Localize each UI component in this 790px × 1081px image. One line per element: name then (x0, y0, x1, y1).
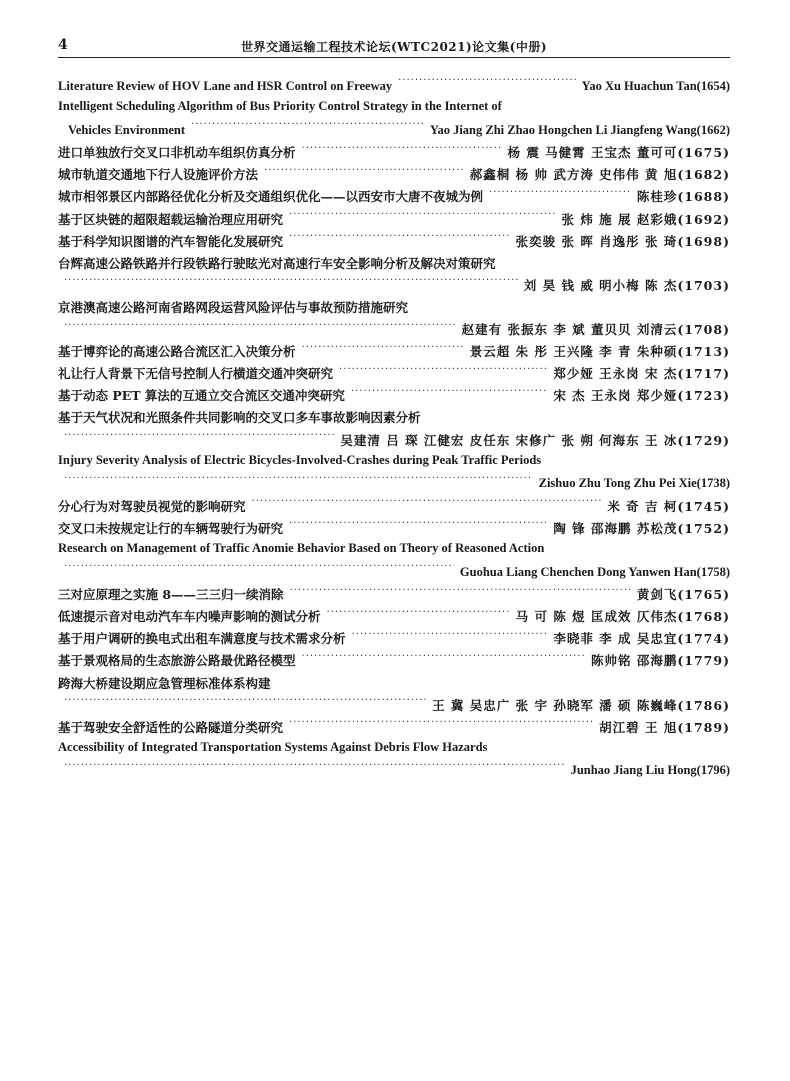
dot-leader (302, 344, 464, 357)
toc-entry-authors: 陈帅铭 邵海鹏(1779) (591, 653, 730, 669)
toc-line (58, 77, 730, 99)
dot-leader (64, 277, 518, 290)
running-title: 世界交通运输工程技术论坛(WTC2021)论文集(中册) (240, 40, 548, 54)
toc-entry-authors: Guohua Liang Chenchen Dong Yanwen Han(1758) (459, 564, 730, 579)
toc-entry-title: Vehicles Environment (68, 122, 186, 137)
toc-line (58, 342, 730, 364)
toc-entry-title: 基于景观格局的生态旅游公路最优路径模型 (58, 653, 296, 669)
toc-line (58, 431, 730, 453)
toc-line (58, 165, 730, 187)
toc-entry-title: Accessibility of Integrated Transportation Systems Against Debris Flow Hazards (58, 739, 488, 754)
toc-line (58, 99, 730, 121)
toc-entry-title: 台辉高速公路铁路并行段铁路行驶眩光对高速行车安全影响分析及解决对策研究 (58, 255, 496, 271)
toc-line (58, 740, 730, 762)
toc-entry-title: 基于动态 PET 算法的互通立交合流区交通冲突研究 (58, 388, 345, 404)
toc-entry-title: 基于博弈论的高速公路合流区汇入决策分析 (58, 344, 296, 360)
toc-line (58, 651, 730, 673)
toc-line (58, 276, 730, 298)
toc-entry-authors: 景云超 朱 彤 王兴隆 李 青 朱种硕(1713) (469, 344, 730, 360)
toc-line (58, 232, 730, 254)
dot-leader (64, 697, 426, 710)
table-of-contents (58, 77, 730, 784)
dot-leader (351, 388, 547, 401)
toc-line (58, 629, 730, 651)
toc-entry-title: Research on Management of Traffic Anomie Behavior Based on Theory of Reasoned Action (58, 540, 545, 555)
toc-entry-title: 分心行为对驾驶员视觉的影响研究 (58, 498, 246, 514)
dot-leader (289, 520, 547, 533)
toc-line (58, 762, 730, 784)
toc-line (58, 519, 730, 541)
toc-line (58, 298, 730, 320)
dot-leader (64, 432, 334, 445)
toc-entry-title: Literature Review of HOV Lane and HSR Control on Freeway (58, 78, 393, 93)
toc-line (58, 497, 730, 519)
toc-entry-authors: 张奕骏 张 晖 肖逸彤 张 琦(1698) (515, 233, 730, 249)
dot-leader (327, 609, 510, 622)
toc-entry-authors: Yao Jiang Zhi Zhao Hongchen Li Jiangfeng Wang(1662) (429, 122, 730, 137)
toc-line (58, 210, 730, 232)
toc-line (58, 320, 730, 342)
toc-line (58, 408, 730, 430)
toc-entry-authors: 胡江碧 王 旭(1789) (599, 719, 730, 735)
toc-line (58, 696, 730, 718)
toc-entry-title: 基于驾驶安全舒适性的公路隧道分类研究 (58, 719, 284, 735)
toc-entry-authors: 陶 锋 邵海鹏 苏松茂(1752) (553, 520, 730, 536)
toc-line (58, 563, 730, 585)
toc-entry-authors: 郝鑫桐 杨 帅 武方涛 史伟伟 黄 旭(1682) (469, 167, 730, 183)
dot-leader (290, 587, 631, 600)
toc-entry-title: 基于区块链的超限超载运输治理应用研究 (58, 211, 284, 227)
toc-line (58, 453, 730, 475)
toc-entry-title: 跨海大桥建设期应急管理标准体系构建 (58, 675, 271, 691)
toc-entry-authors: 张 炜 施 展 赵彩娥(1692) (561, 211, 730, 227)
toc-entry-authors: 郑少娅 王永岗 宋 杰(1717) (553, 366, 730, 382)
dot-leader (289, 211, 555, 224)
toc-line (58, 187, 730, 209)
toc-entry-title: Injury Severity Analysis of Electric Bicycles-Involved-Crashes during Peak Traffic Periods (58, 452, 542, 467)
toc-entry-title: 三对应原理之实施 8——三三归一续消除 (58, 587, 284, 603)
toc-entry-title: 交叉口未按规定让行的车辆驾驶行为研究 (58, 520, 284, 536)
dot-leader (64, 475, 533, 488)
toc-entry-title: 京港澳高速公路河南省路网段运营风险评估与事故预防措施研究 (58, 299, 409, 315)
toc-entry-authors: 马 可 陈 煜 匡成效 仄伟杰(1768) (515, 609, 730, 625)
toc-entry-authors: 黄剑飞(1765) (636, 587, 730, 603)
dot-leader (191, 121, 424, 134)
toc-line (58, 386, 730, 408)
toc-entry-authors: Yao Xu Huachun Tan(1654) (581, 78, 730, 93)
toc-entry-title: 进口单独放行交叉口非机动车组织仿真分析 (58, 145, 296, 161)
dot-leader (64, 322, 456, 335)
toc-entry-title: 基于用户调研的换电式出租车满意度与技术需求分析 (58, 631, 346, 647)
dot-leader (489, 189, 631, 202)
dot-leader (264, 167, 464, 180)
toc-line (58, 607, 730, 629)
toc-line (58, 143, 730, 165)
toc-entry-title: 基于天气状况和光照条件共同影响的交叉口多车事故影响因素分析 (58, 410, 421, 426)
dot-leader (302, 145, 502, 158)
toc-line (58, 364, 730, 386)
toc-line (58, 585, 730, 607)
toc-line (58, 254, 730, 276)
dot-leader (64, 762, 565, 775)
toc-line (58, 541, 730, 563)
toc-entry-authors: 王 冀 吴忠广 张 宇 孙晓军 潘 硕 陈巍峰(1786) (432, 697, 730, 713)
dot-leader (352, 631, 548, 644)
toc-entry-authors: 赵建有 张振东 李 斌 董贝贝 刘清云(1708) (461, 322, 730, 338)
toc-entry-authors: 米 奇 吉 柯(1745) (607, 498, 730, 514)
toc-entry-authors: Zishuo Zhu Tong Zhu Pei Xie(1738) (538, 476, 730, 491)
toc-entry-title: 礼让行人背景下无信号控制人行横道交通冲突研究 (58, 366, 334, 382)
toc-entry-authors: Junhao Jiang Liu Hong(1796) (570, 763, 730, 778)
dot-leader (64, 563, 454, 576)
toc-entry-authors: 陈桂珍(1688) (636, 189, 730, 205)
dot-leader (302, 653, 586, 666)
toc-entry-authors: 吴建清 吕 琛 江健宏 皮任东 宋修广 张 朔 何海东 王 冰(1729) (340, 432, 730, 448)
page-number: 4 (58, 37, 68, 53)
toc-entry-authors: 李晓菲 李 成 吴忠宜(1774) (553, 631, 730, 647)
toc-line (58, 121, 730, 143)
toc-entry-title: 基于科学知识图谱的汽车智能化发展研究 (58, 233, 284, 249)
toc-entry-authors: 刘 昊 钱 威 明小梅 陈 杰(1703) (523, 277, 730, 293)
toc-line (58, 674, 730, 696)
toc-entry-title: 城市轨道交通地下行人设施评价方法 (58, 167, 259, 183)
dot-leader (339, 366, 547, 379)
page-header (58, 35, 730, 58)
dot-leader (289, 233, 510, 246)
dot-leader (252, 498, 602, 511)
toc-line (58, 475, 730, 497)
dot-leader (289, 719, 593, 732)
dot-leader (398, 77, 576, 90)
toc-entry-title: Intelligent Scheduling Algorithm of Bus Priority Control Strategy in the Internet of (58, 99, 502, 114)
toc-entry-title: 低速提示音对电动汽车车内噪声影响的测试分析 (58, 609, 321, 625)
toc-line (58, 718, 730, 740)
toc-entry-authors: 杨 震 马健霄 王宝杰 董可可(1675) (507, 145, 730, 161)
toc-entry-title: 城市相邻景区内部路径优化分析及交通组织优化——以西安市大唐不夜城为例 (58, 189, 484, 205)
toc-entry-authors: 宋 杰 王永岗 郑少娅(1723) (553, 388, 730, 404)
